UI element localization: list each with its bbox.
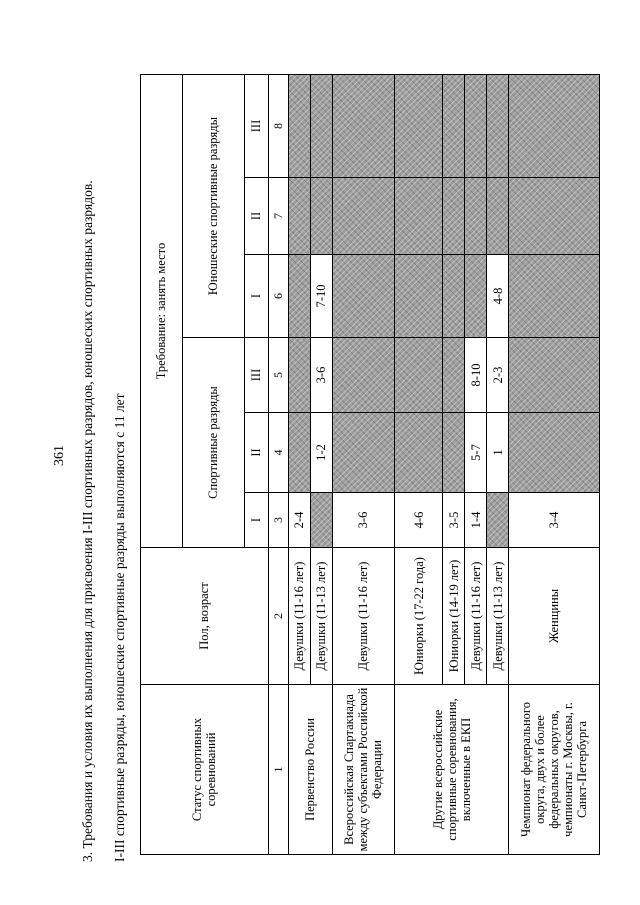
value-cell: 2-4 bbox=[288, 493, 310, 548]
shaded-cell bbox=[487, 178, 509, 255]
header-youth-ranks: Юношеские спортивные разряды bbox=[182, 75, 244, 338]
status-cell: Другие всероссийские спортивные соревнования, включенные в ЕКП bbox=[394, 685, 509, 855]
column-number: 1 bbox=[268, 685, 288, 855]
value-cell: 4-6 bbox=[394, 493, 443, 548]
shaded-cell bbox=[310, 75, 332, 178]
table-row bbox=[509, 75, 600, 855]
shaded-cell bbox=[509, 413, 600, 493]
shaded-cell bbox=[443, 75, 465, 178]
value-cell: 1-2 bbox=[310, 413, 332, 493]
header-sport-ranks: Спортивные разряды bbox=[182, 338, 244, 548]
sex-age-cell: Девушки (11-13 лет) bbox=[310, 548, 332, 685]
column-number: 4 bbox=[268, 413, 288, 493]
value-cell: 7-10 bbox=[310, 255, 332, 338]
header-rank-col: II bbox=[244, 178, 268, 255]
sex-age-cell: Девушки (11-16 лет) bbox=[465, 548, 487, 685]
sex-age-cell: Юниорки (17-22 года) bbox=[394, 548, 443, 685]
requirements-table bbox=[140, 74, 600, 855]
value-cell: 3-6 bbox=[310, 338, 332, 413]
shaded-cell bbox=[509, 75, 600, 178]
header-rank-col: III bbox=[244, 338, 268, 413]
table-row bbox=[394, 75, 443, 855]
table-caption: I-III спортивные разряды, юношеские спортивные разряды выполняются с 11 лет bbox=[112, 393, 127, 862]
header-rank-col: II bbox=[244, 413, 268, 493]
shaded-cell bbox=[332, 255, 394, 338]
shaded-cell bbox=[332, 338, 394, 413]
page-number: 361 bbox=[52, 445, 67, 466]
table-row bbox=[332, 75, 394, 855]
column-number: 7 bbox=[268, 178, 288, 255]
shaded-cell bbox=[310, 178, 332, 255]
status-cell: Чемпионат федерального округа, двух и более федеральных округов, чемпионаты г. Москвы, г. Санкт-Петербурга bbox=[509, 685, 600, 855]
header-rank-col: III bbox=[244, 75, 268, 178]
value-cell: 3-6 bbox=[332, 493, 394, 548]
header-rank-col: I bbox=[244, 493, 268, 548]
shaded-cell bbox=[288, 255, 310, 338]
value-cell: 2-3 bbox=[487, 338, 509, 413]
status-cell: Первенство России bbox=[288, 685, 332, 855]
section-title: 3. Требования и условия их выполнения для присвоения I-III спортивных разрядов, юношеских спортивных разрядов. bbox=[80, 180, 95, 862]
shaded-cell bbox=[509, 255, 600, 338]
shaded-cell bbox=[288, 413, 310, 493]
value-cell: 3-4 bbox=[509, 493, 600, 548]
shaded-cell bbox=[288, 75, 310, 178]
shaded-cell bbox=[443, 338, 465, 413]
shaded-cell bbox=[443, 413, 465, 493]
shaded-cell bbox=[465, 75, 487, 178]
column-number: 8 bbox=[268, 75, 288, 178]
column-number: 5 bbox=[268, 338, 288, 413]
shaded-cell bbox=[487, 75, 509, 178]
shaded-cell bbox=[332, 75, 394, 178]
shaded-cell bbox=[394, 413, 443, 493]
header-rank-col: I bbox=[244, 255, 268, 338]
shaded-cell bbox=[443, 255, 465, 338]
shaded-cell bbox=[288, 178, 310, 255]
value-cell: 1 bbox=[487, 413, 509, 493]
shaded-cell bbox=[394, 75, 443, 178]
shaded-cell bbox=[394, 338, 443, 413]
header-sex-age: Пол, возраст bbox=[141, 548, 269, 685]
shaded-cell bbox=[332, 178, 394, 255]
column-number: 3 bbox=[268, 493, 288, 548]
shaded-cell bbox=[509, 338, 600, 413]
table-row bbox=[288, 75, 310, 855]
shaded-cell bbox=[465, 178, 487, 255]
sex-age-cell: Девушки (11-13 лет) bbox=[487, 548, 509, 685]
shaded-cell bbox=[487, 493, 509, 548]
value-cell: 1-4 bbox=[465, 493, 487, 548]
shaded-cell bbox=[288, 338, 310, 413]
sex-age-cell: Юниорки (14-19 лет) bbox=[443, 548, 465, 685]
requirements-table-wrapper bbox=[140, 75, 600, 855]
header-requirement: Требование: занять место bbox=[141, 75, 183, 548]
shaded-cell bbox=[394, 178, 443, 255]
shaded-cell bbox=[394, 255, 443, 338]
value-cell: 3-5 bbox=[443, 493, 465, 548]
value-cell: 8-10 bbox=[465, 338, 487, 413]
value-cell: 4-8 bbox=[487, 255, 509, 338]
shaded-cell bbox=[465, 255, 487, 338]
sex-age-cell: Девушки (11-16 лет) bbox=[288, 548, 310, 685]
shaded-cell bbox=[443, 178, 465, 255]
column-number: 2 bbox=[268, 548, 288, 685]
shaded-cell bbox=[332, 413, 394, 493]
sex-age-cell: Девушки (11-16 лет) bbox=[332, 548, 394, 685]
sex-age-cell: Женщины bbox=[509, 548, 600, 685]
value-cell: 5-7 bbox=[465, 413, 487, 493]
header-status: Статус спортивных соревнований bbox=[141, 685, 269, 855]
shaded-cell bbox=[310, 493, 332, 548]
column-number: 6 bbox=[268, 255, 288, 338]
shaded-cell bbox=[509, 178, 600, 255]
status-cell: Всероссийская Спартакиада между субъектами Российской Федерации bbox=[332, 685, 394, 855]
